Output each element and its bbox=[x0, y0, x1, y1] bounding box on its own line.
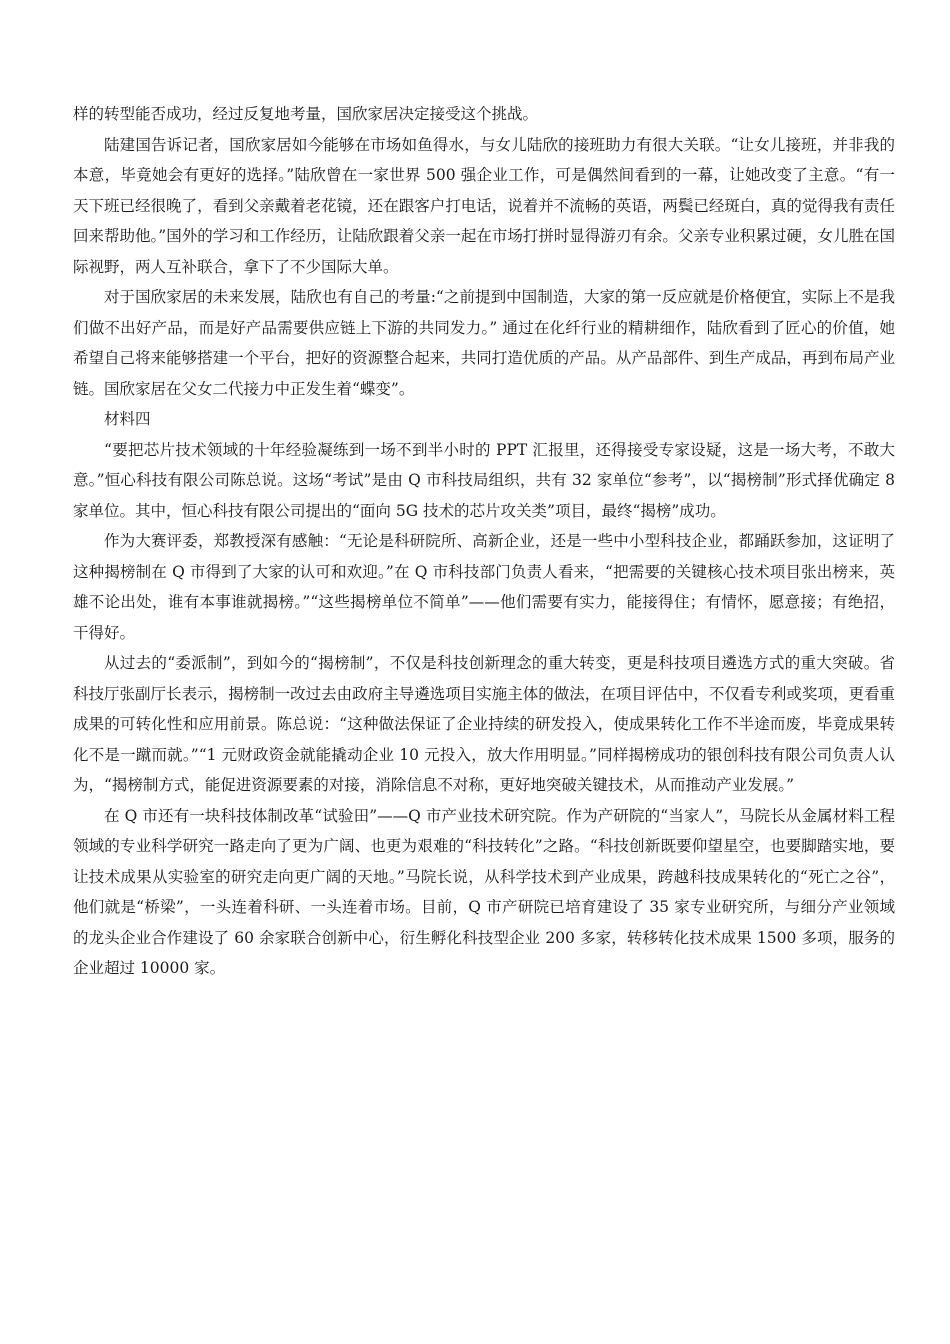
paragraph-future-development: 对于国欣家居的未来发展，陆欣也有自己的考量:“之前提到中国制造，大家的第一反应就是价格便宜，实际上不是我们做不出好产品，而是好产品需要供应链上下游的共同发力。” 通过在化纤行业的精耕细作，陆欣看到了匠心的价值，她希望自己将来能够搭建一个平台，把好的资源整合起来，共同打造优质的产品。从产品部件、到生产成品，再到布局产业链。国欣家居在父女二代接力中正发生着“蝶变”。 bbox=[73, 288, 895, 398]
document-page bbox=[73, 99, 895, 984]
paragraph-lu-jianguo: 陆建国告诉记者，国欣家居如今能够在市场如鱼得水，与女儿陆欣的接班助力有很大关联。“让女儿接班，并非我的本意，毕竟她会有更好的选择。”陆欣曾在一家世界 500 强企业工作，可是偶然间看到的一幕，让她改变了主意。“有一天下班已经很晚了，看到父亲戴着老花镜，还在跟客户打电话，说着并不流畅的英语，两鬓已经斑白，真的觉得我有责任回来帮助他。”国外的学习和工作经历，让陆欣跟着父亲一起在市场打拼时显得游刃有余。父亲专业积累过硬，女儿胜在国际视野，两人互补联合，拿下了不少国际大单。 bbox=[73, 135, 895, 276]
section-heading-material-four: 材料四 bbox=[104, 410, 151, 428]
paragraph-judge-zheng: 作为大赛评委，郑教授深有感触：“无论是科研院所、高新企业，还是一些中小型科技企业，都踊跃参加，这证明了这种揭榜制在 Q 市得到了大家的认可和欢迎。”在 Q 市科技部门负责人看来，“把需要的关键核心技术项目张出榜来，英雄不论出处，谁有本事谁就揭榜。”“这些揭榜单位不简单”——他们需要有实力，能接得住；有情怀，愿意接；有绝招，干得好。 bbox=[73, 532, 895, 642]
paragraph-industrial-institute: 在 Q 市还有一块科技体制改革“试验田”——Q 市产业技术研究院。作为产研院的“当家人”，马院长从金属材料工程领域的专业科学研究一路走向了更为广阔、也更为艰难的“科技转化”之路。“科技创新既要仰望星空，也要脚踏实地，要让技术成果从实验室的研究走向更广阔的天地。”马院长说，从科学技术到产业成果，跨越科技成果转化的“死亡之谷”，他们就是“桥梁”，一头连着科研、一头连着市场。目前，Q 市产研院已培育建设了 35 家专业研究所，与细分产业领域的龙头企业合作建设了 60 余家联合创新中心，衍生孵化科技型企业 200 多家，转移转化技术成果 1500 多项，服务的企业超过 10000 家。 bbox=[73, 806, 895, 977]
paragraph-chip-report: “要把芯片技术领域的十年经验凝练到一场不到半小时的 PPT 汇报里，还得接受专家设疑，这是一场大考，不敢大意。”恒心科技有限公司陈总说。这场“考试”是由 Q 市科技局组织，共有 32 家单位“参考”，以“揭榜制”形式择优确定 8 家单位。其中，恒心科技有限公司提出的“面向 5G 技术的芯片攻关类”项目，最终“揭榜”成功。 bbox=[73, 440, 895, 520]
paragraph-jiebang-system: 从过去的“委派制”，到如今的“揭榜制”，不仅是科技创新理念的重大转变，更是科技项目遴选方式的重大突破。省科技厅张副厅长表示，揭榜制一改过去由政府主导遴选项目实施主体的做法，在项目评估中，不仅看专利或奖项，更看重成果的可转化性和应用前景。陈总说：“这种做法保证了企业持续的研发投入，使成果转化工作不半途而废，毕竟成果转化不是一蹴而就。”“1 元财政资金就能撬动企业 10 元投入，放大作用明显。”同样揭榜成功的银创科技有限公司负责人认为，“揭榜制方式，能促进资源要素的对接，消除信息不对称，更好地突破关键技术，从而推动产业发展。” bbox=[73, 654, 895, 794]
paragraph-continuation: 样的转型能否成功，经过反复地考量，国欣家居决定接受这个挑战。 bbox=[73, 105, 539, 123]
